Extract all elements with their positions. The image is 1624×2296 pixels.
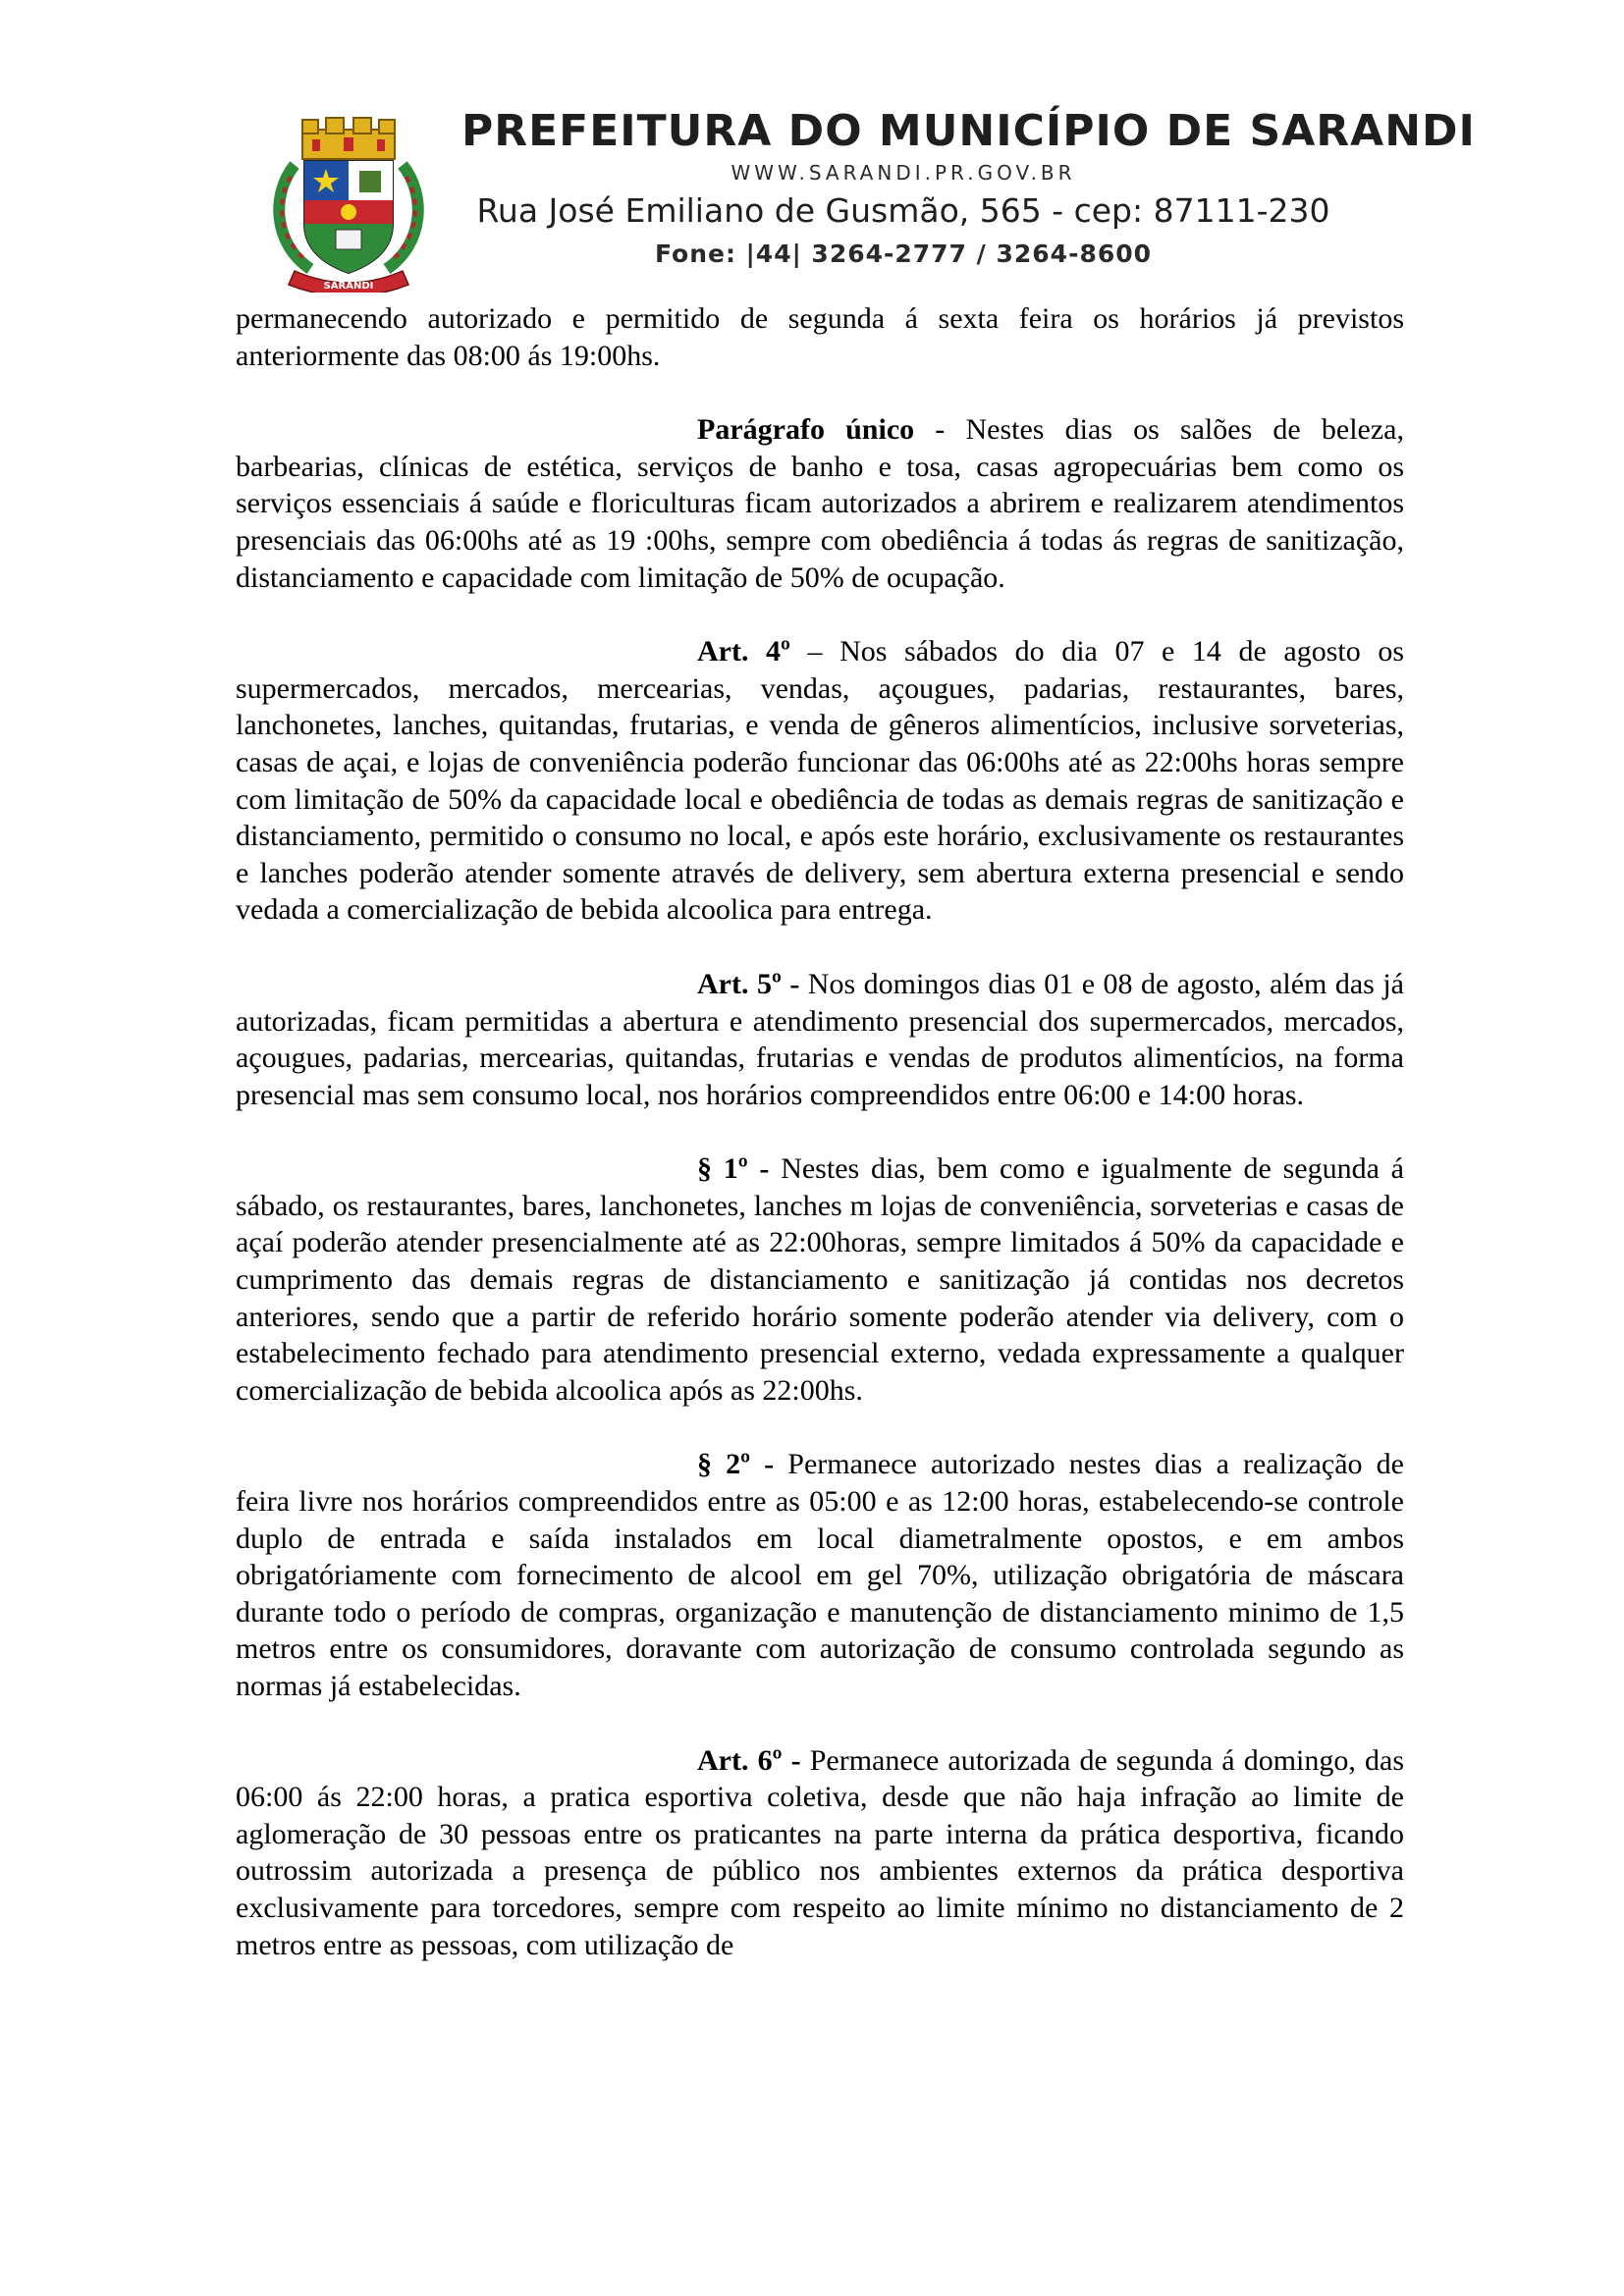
municipal-coat-of-arms-icon xyxy=(265,116,432,293)
article-5 xyxy=(236,966,1404,1113)
letterhead-text xyxy=(461,106,1476,271)
address-text: Rua José Emiliano de Gusmão, 565 - cep: 87111-230 xyxy=(476,191,1330,230)
svg-text:SARANDI: SARANDI xyxy=(323,281,374,292)
article-heading: Art. 6º - xyxy=(697,1743,801,1777)
website-text: WWW.SARANDI.PR.GOV.BR xyxy=(731,161,1076,185)
section-heading: § 2º - xyxy=(697,1448,775,1481)
article-heading: Art. 5º - xyxy=(697,967,800,1000)
article-4 xyxy=(236,633,1404,929)
document-body xyxy=(236,300,1404,2001)
section-2 xyxy=(236,1446,1404,1704)
article-6 xyxy=(236,1742,1404,1964)
paragraph-text: - Nestes dias os salões de beleza, barbearias, clínicas de estética, serviços de banho e tosa, casas agropecuárias bem como os serviços essenciais á saúde e floriculturas ficam autorizados a abrirem e realizarem atendimentos presenciais das 06:00hs até as 19 :00hs, sempre com obediência á todas ás regras de sanitização, distanciamento e capacidade com limitação de 50% de ocupação. xyxy=(236,413,1405,594)
article-text: Nos domingos dias 01 e 08 de agosto, além das já autorizadas, ficam permitidas a abertura e atendimento presencial dos supermercados, mercados, açougues, padarias, mercearias, quitandas, frutarias e vendas de produtos alimentícios, na forma presencial mas sem consumo local, nos horários compreendidos entre 06:00 e 14:00 horas. xyxy=(236,967,1404,1111)
article-heading: Art. 4º xyxy=(697,635,790,668)
paragraph-unico xyxy=(236,411,1404,596)
paragraph-heading: Parágrafo único xyxy=(697,413,915,447)
municipality-title: PREFEITURA DO MUNICÍPIO DE SARANDI xyxy=(461,106,1476,156)
section-text: Nestes dias, bem como e igualmente de segunda á sábado, os restaurantes, bares, lanchonetes, lanches m lojas de conveniência, sorveterias e casas de açaí poderão atender presencialmente até as 22:00horas, sempre limitados á 50% da capacidade e cumprimento das demais regras de distanciamento e sanitização já contidas nos decretos anteriores, sendo que a partir de referido horário somente poderão atender via delivery, com o estabelecimento fechado para atendimento presencial externo, vedada expressamente a qualquer comercialização de bebida alcoolica após as 22:00hs. xyxy=(236,1152,1404,1407)
article-text: Permanece autorizada de segunda á domingo, das 06:00 ás 22:00 horas, a pratica esportiva coletiva, desde que não haja infração ao limite de aglomeração de 30 pessoas entre os praticantes na parte interna da prática desportiva, ficando outrossim autorizada a presença de público nos ambientes externos da prática desportiva exclusivamente para torcedores, sempre com respeito ao limite mínimo no distanciamento de 2 metros entre as pessoas, com utilização de xyxy=(236,1743,1404,1961)
article-text: – Nos sábados do dia 07 e 14 de agosto os supermercados, mercados, mercearias, vendas, açougues, padarias, restaurantes, bares, lanchonetes, lanches, quitandas, frutarias, e venda de gêneros alimentícios, inclusive sorveterias, casas de açai, e lojas de conveniência poderão funcionar das 06:00hs até as 22:00hs horas sempre com limitação de 50% da capacidade local e obediência de todas as demais regras de sanitização e distanciamento, permitido o consumo no local, e após este horário, exclusivamente os restaurantes e lanches poderão atender somente através de delivery, sem abertura externa presencial e sendo vedada a comercialização de bebida alcoolica para entrega. xyxy=(236,635,1405,927)
letterhead xyxy=(265,106,1476,293)
paragraph-continuation xyxy=(236,300,1404,374)
phone-text: Fone: |44| 3264-2777 / 3264-8600 xyxy=(654,240,1153,268)
paragraph-text: permanecendo autorizado e permitido de segunda á sexta feira os horários já previstos anteriormente das 08:00 ás 19:00hs. xyxy=(236,302,1404,372)
section-text: Permanece autorizado nestes dias a realização de feira livre nos horários compreendidos entre as 05:00 e as 12:00 horas, estabelecendo-se controle duplo de entrada e saída instalados em local diametralmente opostos, e em ambos obrigatóriamente com fornecimento de alcool em gel 70%, utilização obrigatória de máscara durante todo o período de compras, organização e manutenção de distanciamento minimo de 1,5 metros entre os consumidores, doravante com autorização de consumo controlada segundo as normas já estabelecidas. xyxy=(236,1448,1404,1702)
section-heading: § 1º - xyxy=(697,1152,770,1186)
section-1 xyxy=(236,1150,1404,1409)
